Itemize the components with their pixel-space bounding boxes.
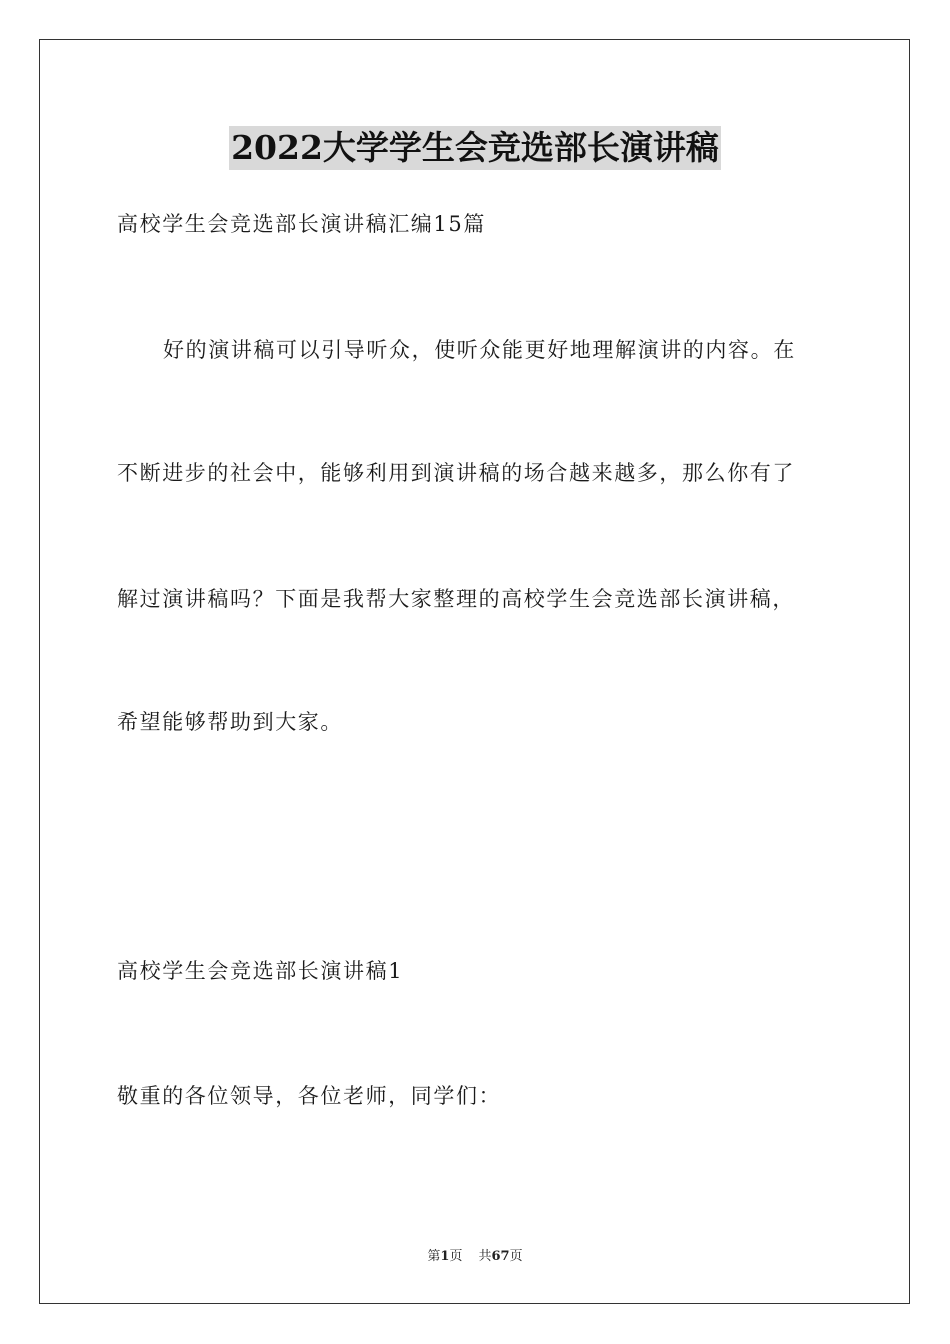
footer-page-number: 1 [440, 1249, 450, 1264]
footer-total-suffix: 页 [509, 1249, 523, 1264]
section-heading: 高校学生会竞选部长演讲稿1 [117, 959, 404, 983]
intro-line-1: 好的演讲稿可以引导听众，使听众能更好地理解演讲的内容。在 [163, 338, 796, 362]
title-container [0, 126, 950, 170]
intro-line-3: 解过演讲稿吗？下面是我帮大家整理的高校学生会竞选部长演讲稿， [117, 587, 795, 611]
intro-line-2: 不断进步的社会中，能够利用到演讲稿的场合越来越多，那么你有了 [117, 461, 795, 485]
footer-page-suffix: 页 [449, 1249, 463, 1264]
page-footer [0, 1248, 950, 1266]
footer-total-prefix: 共 [478, 1249, 492, 1264]
greeting-line: 敬重的各位领导，各位老师，同学们： [117, 1084, 502, 1108]
footer-total-pages: 67 [491, 1249, 510, 1264]
document-title: 2022大学学生会竞选部长演讲稿 [229, 126, 721, 170]
document-subtitle: 高校学生会竞选部长演讲稿汇编15篇 [117, 212, 486, 236]
footer-page-prefix: 第 [427, 1249, 441, 1264]
intro-line-4: 希望能够帮助到大家。 [117, 710, 343, 734]
